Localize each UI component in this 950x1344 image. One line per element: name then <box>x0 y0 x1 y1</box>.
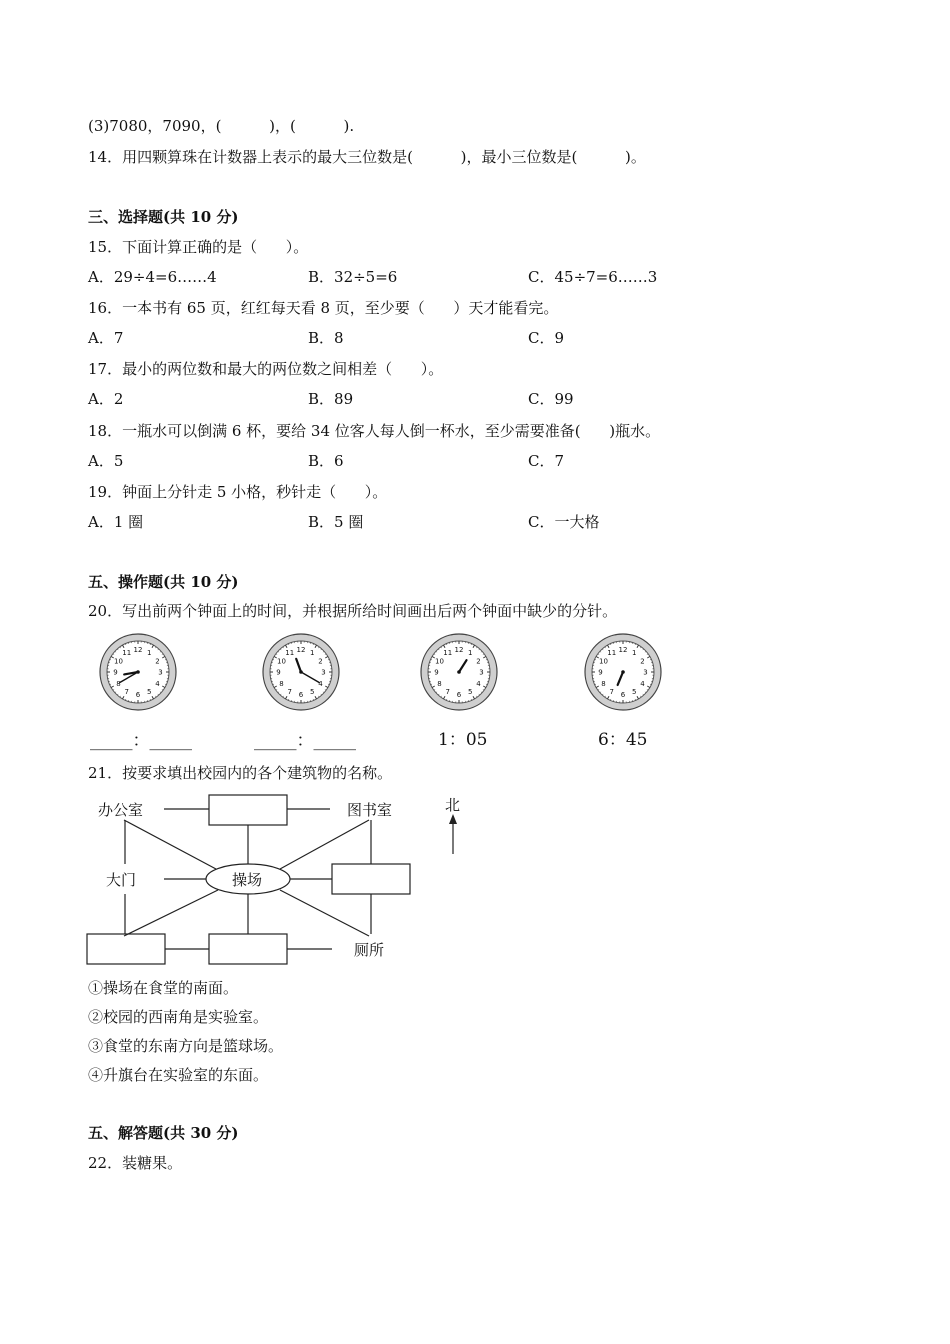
clock-1-time-blank: _____：_____ <box>90 731 192 751</box>
q18-option-b: B．6 <box>308 452 344 470</box>
clock-number: 10 <box>114 657 123 666</box>
clock-number: 4 <box>318 679 323 688</box>
q18-option-a: A．5 <box>88 452 124 470</box>
clock-number: 1 <box>147 649 152 658</box>
clock-number: 3 <box>158 668 163 677</box>
clock-3-time: 1：05 <box>438 730 488 750</box>
clock-number: 8 <box>601 679 606 688</box>
condition-4: ④升旗台在实验室的东面。 <box>88 1066 269 1084</box>
north-label: 北 <box>445 796 461 814</box>
clock-number: 3 <box>479 668 484 677</box>
clock-number: 2 <box>476 657 481 666</box>
condition-2: ②校园的西南角是实验室。 <box>88 1008 269 1026</box>
q15-option-c: C．45÷7=6……3 <box>528 268 658 286</box>
section-3-title: 三、选择题(共 10 分) <box>88 208 239 226</box>
clock-number: 1 <box>632 649 637 658</box>
q16-option-c: C．9 <box>528 329 565 347</box>
clock-number: 2 <box>318 657 323 666</box>
clock-number: 6 <box>135 691 141 699</box>
clock-number: 1 <box>468 649 473 658</box>
clock-number: 5 <box>632 687 637 696</box>
clock-number: 8 <box>437 679 442 688</box>
clock-number: 9 <box>113 668 118 677</box>
clock-3 <box>419 632 499 712</box>
bottom-left-blank-box <box>87 934 165 964</box>
q15-option-a: A．29÷4=6……4 <box>88 268 217 286</box>
clock-number: 5 <box>147 687 152 696</box>
clock-number: 7 <box>609 687 614 696</box>
clock-number: 8 <box>116 679 121 688</box>
question-17: 17．最小的两位数和最大的两位数之间相差（ ）。 <box>88 360 444 378</box>
question-16: 16．一本书有 65 页，红红每天看 8 页，至少要（ ）天才能看完。 <box>88 299 559 317</box>
clock-center <box>457 670 461 674</box>
clock-number: 10 <box>599 657 608 666</box>
q17-option-c: C．99 <box>528 390 574 408</box>
q17-option-a: A．2 <box>88 390 124 408</box>
clock-number: 3 <box>321 668 326 677</box>
q19-option-a: A．1 圈 <box>88 513 144 531</box>
top-blank-box <box>209 795 287 825</box>
clock-number: 2 <box>155 657 160 666</box>
clock-number: 8 <box>279 679 284 688</box>
clock-number: 7 <box>287 687 292 696</box>
section-5-answer-title: 五、解答题(共 30 分) <box>88 1124 239 1142</box>
question-19: 19．钟面上分针走 5 小格，秒针走（ ）。 <box>88 483 388 501</box>
clock-number: 9 <box>434 668 439 677</box>
question-18: 18．一瓶水可以倒满 6 杯，要给 34 位客人每人倒一杯水，至少需要准备( )瓶水。 <box>88 422 661 440</box>
q19-option-b: B．5 圈 <box>308 513 364 531</box>
question-13-3: (3)7080，7090，( )，( ). <box>88 117 355 135</box>
clock-number: 4 <box>640 679 645 688</box>
clock-number: 11 <box>443 649 453 658</box>
clock-number: 12 <box>454 646 464 654</box>
office-label: 办公室 <box>98 801 144 819</box>
q15-option-b: B．32÷5=6 <box>308 268 398 286</box>
clock-number: 3 <box>643 668 648 677</box>
clock-number: 7 <box>124 687 129 696</box>
clock-1 <box>98 632 178 712</box>
clock-number: 1 <box>310 649 315 658</box>
q19-option-c: C．一大格 <box>528 513 600 531</box>
condition-1: ①操场在食堂的南面。 <box>88 979 239 997</box>
clock-number: 4 <box>155 679 160 688</box>
north-arrow-icon <box>449 814 457 824</box>
section-5-operation-title: 五、操作题(共 10 分) <box>88 573 239 591</box>
clock-number: 6 <box>456 691 462 699</box>
campus-diagram <box>84 790 484 970</box>
clock-center <box>136 670 140 674</box>
clock-number: 5 <box>468 687 473 696</box>
clock-number: 12 <box>133 646 143 654</box>
right-blank-box <box>332 864 410 894</box>
gate-label: 大门 <box>106 871 137 889</box>
clock-center <box>299 670 303 674</box>
q17-option-b: B．89 <box>308 390 354 408</box>
clock-center <box>621 670 625 674</box>
question-22: 22．装糖果。 <box>88 1154 183 1172</box>
clock-2 <box>261 632 341 712</box>
clock-2-time-blank: _____：_____ <box>254 731 356 751</box>
question-20: 20．写出前两个钟面上的时间，并根据所给时间画出后两个钟面中缺少的分针。 <box>88 602 618 620</box>
clock-4-time: 6：45 <box>598 730 648 750</box>
q16-option-b: B．8 <box>308 329 344 347</box>
bottom-middle-blank-box <box>209 934 287 964</box>
clock-number: 5 <box>310 687 315 696</box>
toilet-label: 厕所 <box>354 941 385 959</box>
clock-number: 6 <box>620 691 626 699</box>
clock-4 <box>583 632 663 712</box>
library-label: 图书室 <box>347 801 393 819</box>
clock-number: 9 <box>598 668 603 677</box>
question-21: 21．按要求填出校园内的各个建筑物的名称。 <box>88 764 393 782</box>
clock-number: 2 <box>640 657 645 666</box>
clock-number: 7 <box>445 687 450 696</box>
clock-number: 10 <box>435 657 444 666</box>
clock-number: 11 <box>285 649 295 658</box>
clock-number: 10 <box>277 657 286 666</box>
clock-number: 11 <box>122 649 132 658</box>
clock-number: 4 <box>476 679 481 688</box>
clock-number: 12 <box>296 646 306 654</box>
playground-label: 操场 <box>232 871 263 889</box>
question-14: 14．用四颗算珠在计数器上表示的最大三位数是( )，最小三位数是( )。 <box>88 148 646 166</box>
clock-number: 12 <box>618 646 628 654</box>
clock-number: 11 <box>607 649 617 658</box>
q16-option-a: A．7 <box>88 329 124 347</box>
clock-number: 6 <box>298 691 304 699</box>
question-15: 15．下面计算正确的是（ ）。 <box>88 238 309 256</box>
q18-option-c: C．7 <box>528 452 565 470</box>
clock-number: 9 <box>276 668 281 677</box>
condition-3: ③食堂的东南方向是篮球场。 <box>88 1037 284 1055</box>
